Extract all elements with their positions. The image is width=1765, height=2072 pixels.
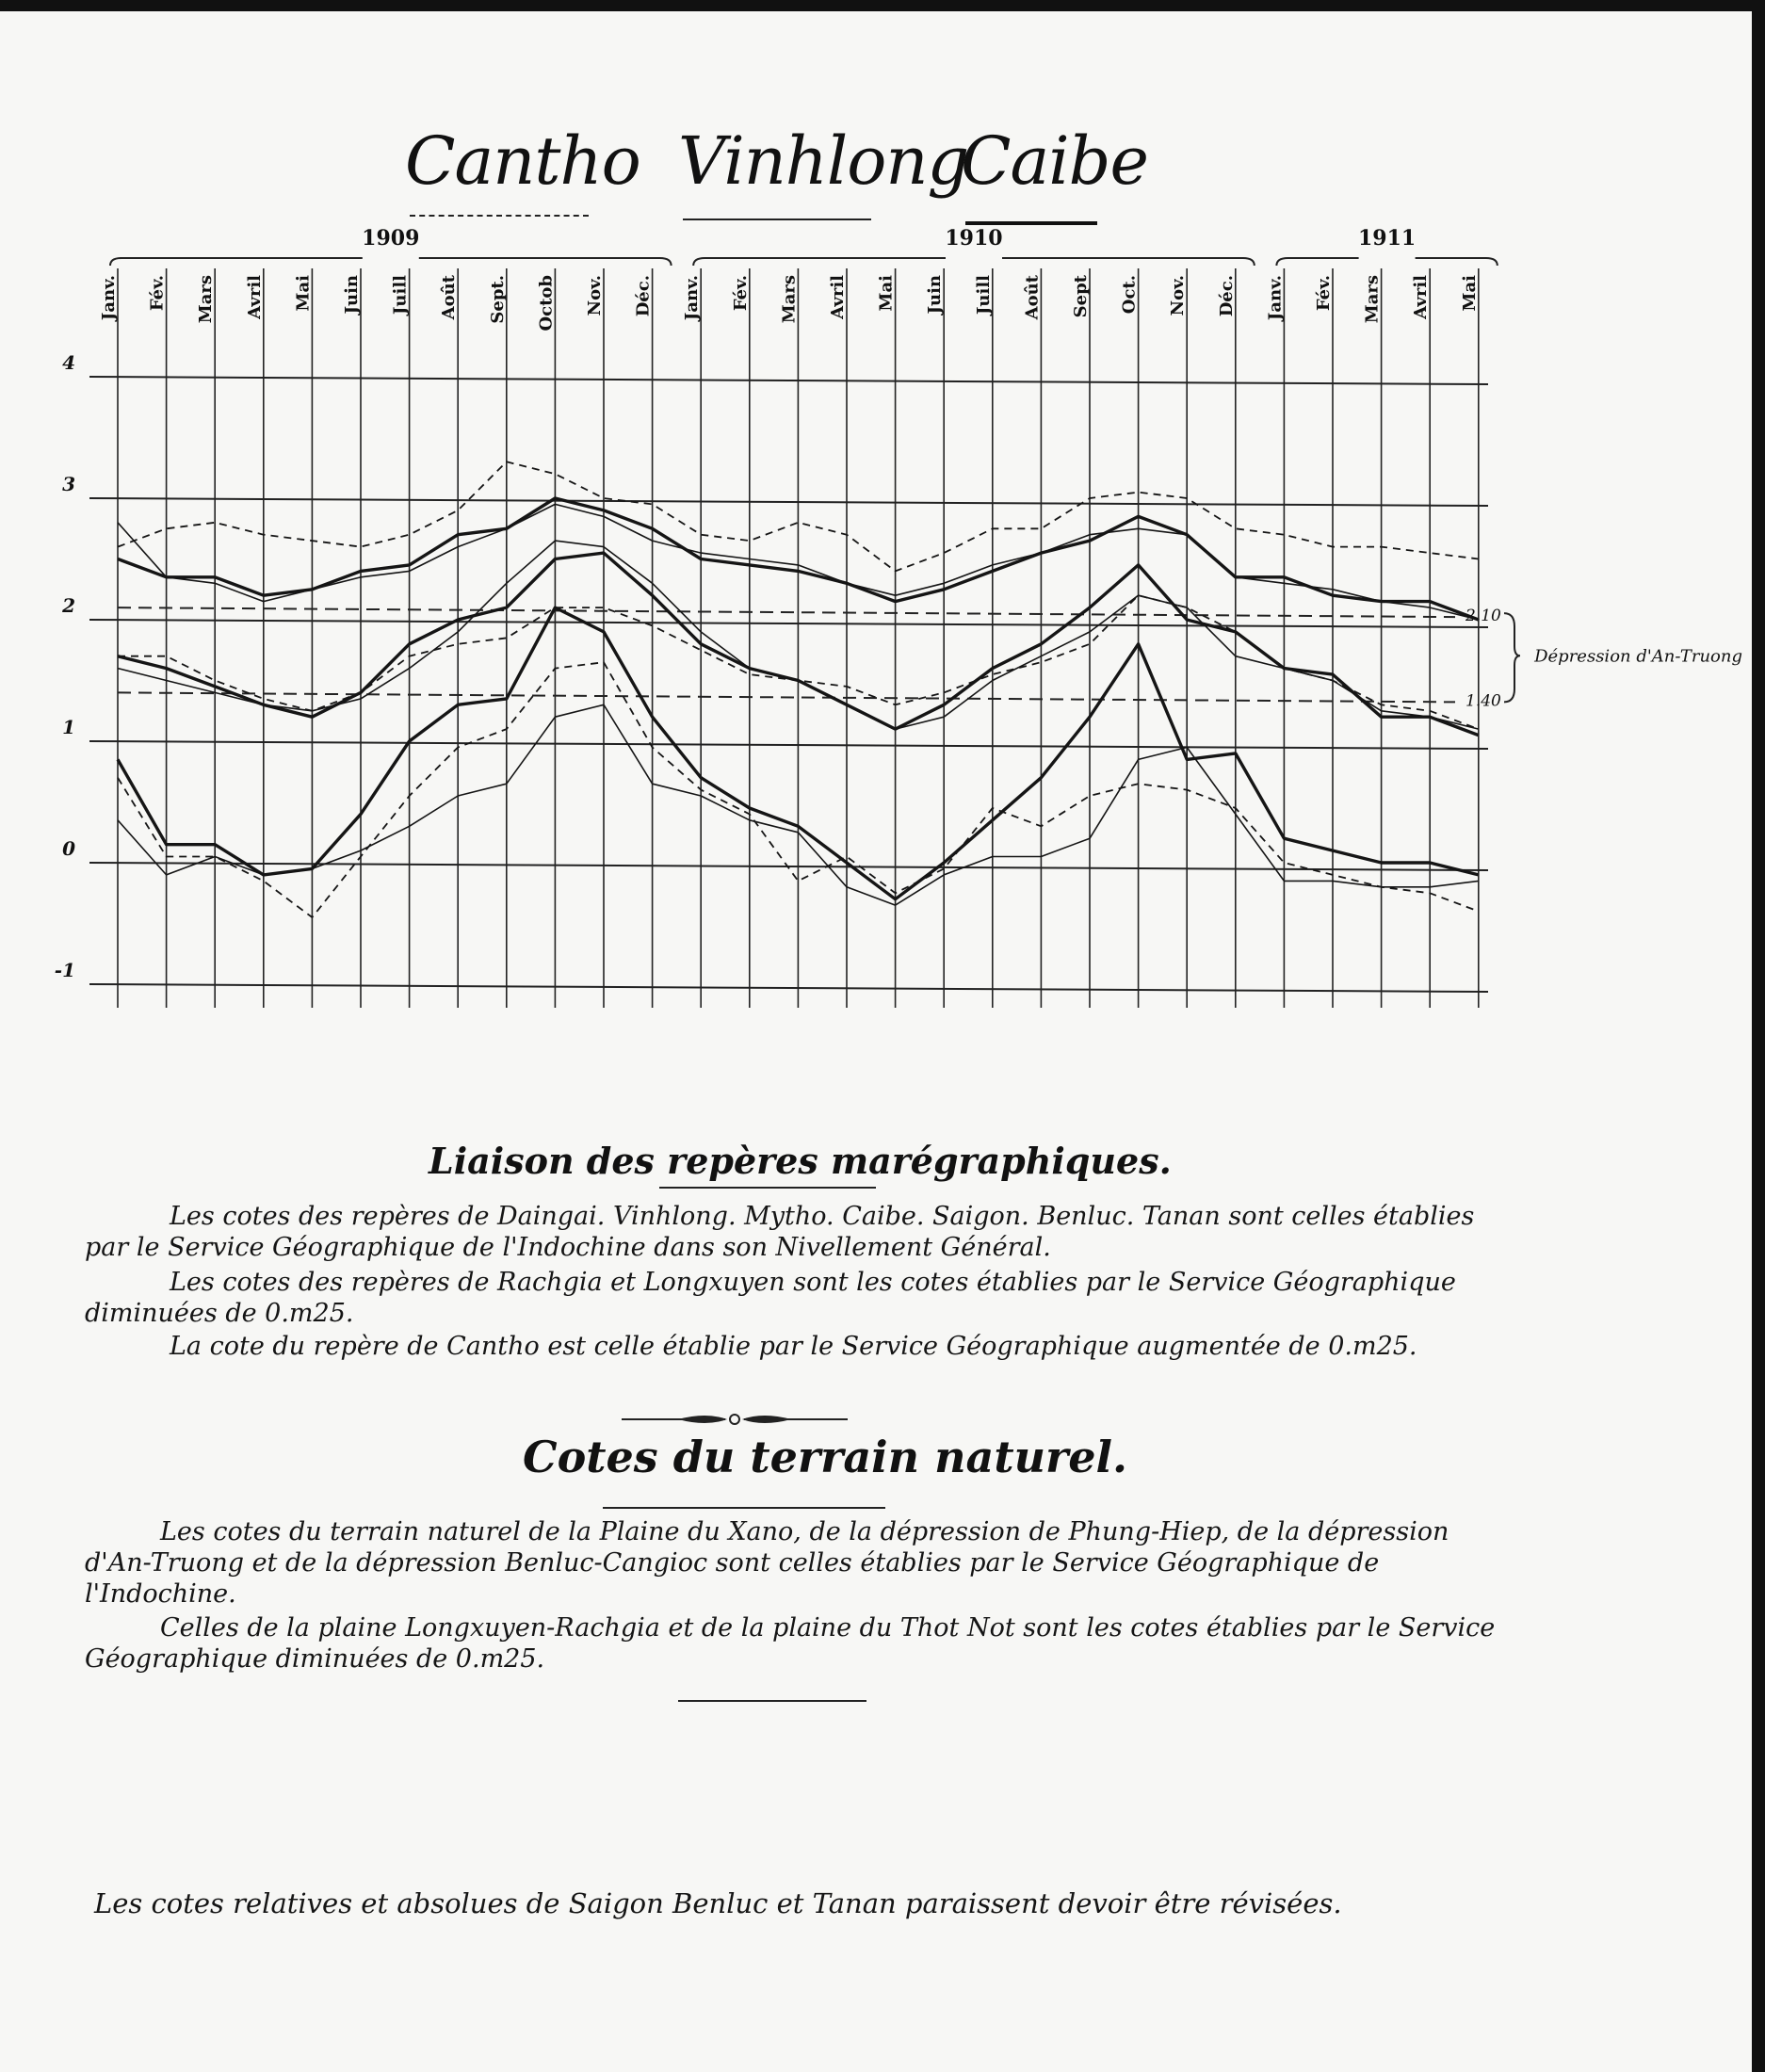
section2-paragraph-1: Les cotes du terrain naturel de la Plaine du Xano, de la dépression de Phung-Hiep, de la dépression d'An-Truong et de la dépression Benluc-Cangioc sont celles établies par le Service Géographique de l'Indochine. xyxy=(85,1517,1449,1609)
month-label: Juin xyxy=(925,275,946,315)
month-label: Juill xyxy=(390,275,411,316)
ornament-divider xyxy=(622,1410,848,1429)
value-gridline xyxy=(89,984,1488,992)
section2-heading: Cotes du terrain naturel. xyxy=(523,1432,1128,1482)
reference-line xyxy=(118,692,1455,702)
month-label: Avril xyxy=(1411,275,1432,319)
y-tick-label: 1 xyxy=(62,716,75,738)
value-gridline xyxy=(89,377,1488,384)
month-label: Mars xyxy=(196,275,217,324)
month-label: Mai xyxy=(293,275,314,312)
section1-paragraph-2: Les cotes des repères de Rachgia et Longxuyen sont les cotes établies par le Service Géographique diminuées de 0.m25. xyxy=(85,1268,1456,1328)
month-label: Juin xyxy=(342,275,362,315)
month-label: Nov. xyxy=(1168,275,1189,316)
month-label: Fév. xyxy=(147,275,168,312)
year-label: 1909 xyxy=(362,226,420,251)
footer-note: Les cotes relatives et absolues de Saigon Benluc et Tanan paraissent devoir être révisées. xyxy=(94,1887,1342,1919)
month-label: Sept xyxy=(1071,275,1091,318)
reference-label: 1.40 xyxy=(1465,691,1501,711)
month-label: Nov. xyxy=(585,275,605,316)
y-tick-label: -1 xyxy=(54,959,75,981)
reference-line xyxy=(118,607,1455,617)
y-tick-label: 0 xyxy=(62,837,75,860)
month-label: Janv. xyxy=(682,275,703,321)
section2-rule xyxy=(603,1507,885,1509)
reference-label: 2.10 xyxy=(1465,607,1501,626)
value-gridline xyxy=(89,741,1488,749)
section2-paragraph-2: Celles de la plaine Longxuyen-Rachgia et de la plaine du Thot Not sont les cotes établies par le Service Géographique diminuées de 0.m25. xyxy=(85,1613,1496,1674)
month-label: Déc. xyxy=(633,275,654,317)
annotation-brace xyxy=(1504,613,1520,702)
month-label: Avril xyxy=(244,275,265,319)
annotation-label: Dépression d'An-Truong xyxy=(1534,646,1742,667)
month-label: Octob xyxy=(536,275,557,332)
month-label: Mai xyxy=(1459,275,1480,312)
month-label: Fév. xyxy=(1314,275,1334,312)
month-label: Mars xyxy=(1362,275,1383,324)
month-label: Août xyxy=(439,275,460,320)
month-label: Fév. xyxy=(730,275,751,312)
section1-heading: Liaison des repères marégraphiques. xyxy=(429,1140,1172,1182)
title-vinhlong: Vinhlong xyxy=(678,122,969,200)
year-brace xyxy=(110,258,672,266)
y-tick-label: 4 xyxy=(62,351,75,374)
month-label: Déc. xyxy=(1216,275,1237,317)
year-label: 1910 xyxy=(945,226,1003,251)
month-label: Avril xyxy=(828,275,848,319)
y-tick-label: 3 xyxy=(62,473,75,495)
chart-title xyxy=(396,122,1148,207)
month-label: Oct. xyxy=(1119,275,1140,315)
title-cantho: Cantho xyxy=(405,122,640,200)
section1-paragraph-1: Les cotes des repères de Daingai. Vinhlong. Mytho. Caibe. Saigon. Benluc. Tanan sont celles établies par le Service Géographique de l'Indochine dans son Nivellement Général. xyxy=(85,1202,1475,1262)
section1-rule xyxy=(659,1187,876,1189)
section1-paragraph-3: La cote du repère de Cantho est celle établie par le Service Géographique augmentée de 0.m25. xyxy=(170,1332,1417,1361)
year-brace xyxy=(693,258,1255,266)
tide-chart xyxy=(0,217,1765,1036)
month-label: Mars xyxy=(779,275,800,324)
month-label: Janv. xyxy=(99,275,119,321)
value-gridline xyxy=(89,498,1488,506)
scan-edge-top xyxy=(0,0,1765,11)
month-label: Mai xyxy=(876,275,897,312)
year-brace xyxy=(1276,258,1497,266)
month-label: Janv. xyxy=(1265,275,1286,321)
value-gridline xyxy=(89,620,1488,627)
title-caibe: Caibe xyxy=(961,122,1148,200)
month-label: Sept. xyxy=(487,275,508,324)
month-label: Juill xyxy=(973,275,994,316)
section2-end-rule xyxy=(678,1700,866,1702)
y-tick-label: 2 xyxy=(62,594,75,617)
year-label: 1911 xyxy=(1357,226,1417,251)
month-label: Août xyxy=(1022,275,1043,320)
